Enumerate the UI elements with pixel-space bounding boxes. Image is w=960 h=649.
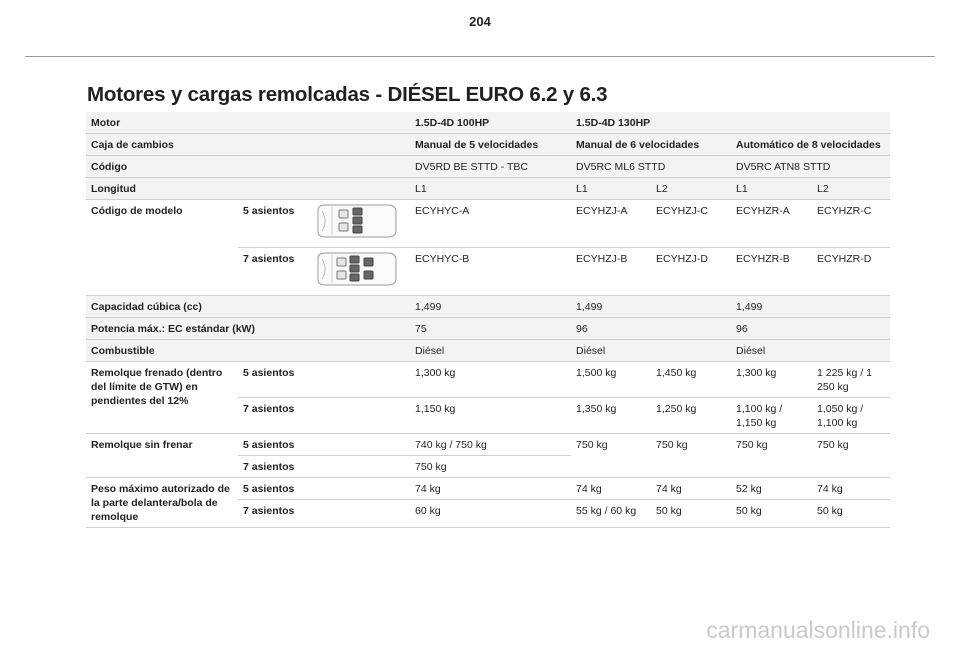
seat-layout-5 [308,200,410,248]
row-label: Longitud [86,178,410,200]
cell: Manual de 6 velocidades [571,134,731,156]
cell: 75 [410,318,571,340]
cell: ECYHZJ-C [651,200,731,248]
row-label: Potencia máx.: EC estándar (kW) [86,318,410,340]
cell: 55 kg / 60 kg [571,500,651,528]
cell: ECYHZJ-B [571,248,651,296]
cell: 1,499 [731,296,890,318]
cell: 1.5D-4D 130HP [571,112,890,134]
row-potencia [86,318,890,340]
cell: DV5RC ML6 STTD [571,156,731,178]
row-capacidad [86,296,890,318]
cell: 1,450 kg [651,362,731,398]
cell: L1 [571,178,651,200]
seats-label: 5 asientos [238,362,410,398]
page-title: Motores y cargas remolcadas - DIÉSEL EURO 6.2 y 6.3 [87,83,608,106]
row-label: Capacidad cúbica (cc) [86,296,410,318]
row-remolque-frenado-5 [86,362,890,398]
cell: L2 [651,178,731,200]
watermark: carmanualsonline.info [706,617,930,643]
top-divider [25,56,935,57]
cell: Diésel [731,340,890,362]
cell: L2 [812,178,890,200]
cell: 750 kg [812,434,890,478]
cell: 96 [571,318,731,340]
cell: 74 kg [571,478,651,500]
cell: 1,050 kg / 1,100 kg [812,398,890,434]
row-label: Remolque frenado (dentro del límite de GTW) en pendientes del 12% [86,362,238,434]
seat-layout-5-seat-icon [312,202,402,240]
cell: DV5RD BE STTD - TBC [410,156,571,178]
row-longitud [86,178,890,200]
row-caja-de-cambios [86,134,890,156]
cell: 1,500 kg [571,362,651,398]
row-label: Código [86,156,410,178]
cell: 60 kg [410,500,571,528]
row-codigo-modelo-5 [86,200,890,248]
seats-label: 5 asientos [238,478,410,500]
seats-label: 7 asientos [238,456,410,478]
cell: 96 [731,318,890,340]
row-label: Combustible [86,340,410,362]
cell: L1 [410,178,571,200]
cell: 50 kg [812,500,890,528]
row-label: Motor [86,112,410,134]
cell: ECYHZR-D [812,248,890,296]
seats-label: 7 asientos [238,398,410,434]
row-motor [86,112,890,134]
cell: 74 kg [651,478,731,500]
cell: 750 kg [410,456,571,478]
cell: ECYHZR-A [731,200,812,248]
cell: 1,150 kg [410,398,571,434]
engines-towing-table [86,112,890,528]
cell: ECYHZR-B [731,248,812,296]
cell: 74 kg [410,478,571,500]
row-codigo [86,156,890,178]
seats-label: 5 asientos [238,200,308,248]
cell: 74 kg [812,478,890,500]
cell: 740 kg / 750 kg [410,434,571,456]
cell: 1,499 [571,296,731,318]
cell: 1,250 kg [651,398,731,434]
row-label: Peso máximo autorizado de la parte delantera/bola de remolque [86,478,238,528]
cell: Diésel [410,340,571,362]
cell: 750 kg [571,434,651,478]
cell: ECYHZR-C [812,200,890,248]
cell: 52 kg [731,478,812,500]
cell: Automático de 8 velocidades [731,134,890,156]
cell: ECYHYC-A [410,200,571,248]
row-label: Caja de cambios [86,134,410,156]
row-label: Remolque sin frenar [86,434,238,478]
seats-label: 7 asientos [238,248,308,296]
seat-layout-7-seat-icon [312,250,402,288]
row-peso-5 [86,478,890,500]
cell: 1,300 kg [731,362,812,398]
seat-layout-7 [308,248,410,296]
seats-label: 7 asientos [238,500,410,528]
cell: ECYHZJ-A [571,200,651,248]
cell: Diésel [571,340,731,362]
cell: 1.5D-4D 100HP [410,112,571,134]
cell: 750 kg [731,434,812,478]
row-label: Código de modelo [86,200,238,296]
cell: 50 kg [651,500,731,528]
cell: ECYHYC-B [410,248,571,296]
cell: Manual de 5 velocidades [410,134,571,156]
cell: 1,499 [410,296,571,318]
cell: L1 [731,178,812,200]
page-number: 204 [469,14,491,29]
cell: ECYHZJ-D [651,248,731,296]
cell: DV5RC ATN8 STTD [731,156,890,178]
cell: 1,350 kg [571,398,651,434]
cell: 1,300 kg [410,362,571,398]
cell: 1,100 kg / 1,150 kg [731,398,812,434]
row-remolque-sin-frenar-5 [86,434,890,456]
row-combustible [86,340,890,362]
seats-label: 5 asientos [238,434,410,456]
cell: 1 225 kg / 1 250 kg [812,362,890,398]
cell: 750 kg [651,434,731,478]
cell: 50 kg [731,500,812,528]
